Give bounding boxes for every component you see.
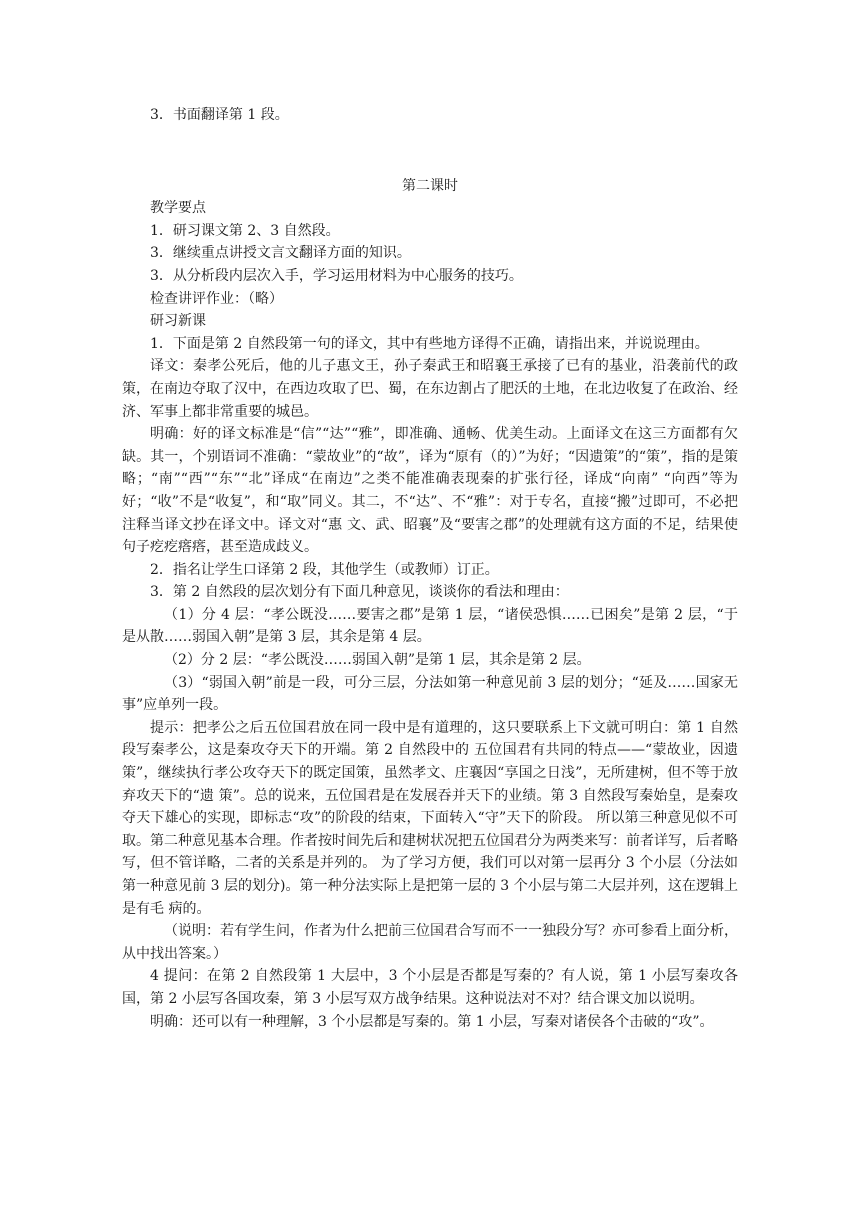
opinion-1: （1）分 4 层：“孝公既没……要害之郡”是第 1 层，“诸侯恐惧……已困矣”是第 2 层，“于是从散……弱国入朝”是第 3 层，其余是第 4 层。 [122, 606, 738, 646]
question-2: 2．指名让学生口译第 2 段，其他学生（或教师）订正。 [150, 561, 499, 578]
answer-1: 明确：好的译文标准是“信”“达”“雅”，即准确、通畅、优美生动。上面译文在这三方面都有欠缺。其一，个别语词不准确：“蒙故业”的“故”，译为“原有（的）”为好；“因遗策”的“策”，指的是策略；“南”“西”“东”“北”译成“在南边”之类不能准确表现秦的扩张行径，译成“向南” “向西”等为好；“收”不是“收复”，和“取”同义。其二，不“达”、不“雅”：对于专名，直接“搬”过即可，不必把注释当译文抄在译文中。译文对“惠 文、武、昭襄”及“要害之郡”的处理就有这方面的不足，结果使句子疙疙瘩瘩，甚至造成歧义。 [122, 426, 738, 556]
new-lesson-heading: 研习新课 [150, 313, 206, 330]
teaching-point: 3．继续重点讲授文言文翻译方面的知识。 [150, 245, 411, 262]
homework-item-3: 3．书面翻译第 1 段。 [150, 107, 289, 123]
teaching-points-heading: 教学要点 [150, 200, 206, 217]
question-1: 1．下面是第 2 自然段第一句的译文，其中有些地方译得不正确，请指出来，并说说理由。 [150, 335, 709, 352]
section-gap [122, 127, 738, 175]
note-paragraph: （说明：若有学生问，作者为什么把前三位国君合写而不一一独段分写？亦可参看上面分析，从中找出答案。） [122, 923, 738, 962]
question-4: 4 提问：在第 2 自然段第 1 大层中，3 个小层是否都是写秦的？有人说，第 1 小层写秦攻各国，第 2 小层写各国攻秦，第 3 小层写双方战争结果。这种说法对不对？结合课文加以说明。 [122, 968, 738, 1007]
teaching-point: 3．从分析段内层次入手，学习运用材料为中心服务的技巧。 [150, 267, 523, 284]
opinion-2: （2）分 2 层：“孝公既没……弱国入朝”是第 1 层，其余是第 2 层。 [164, 652, 591, 669]
question-3: 3．第 2 自然段的层次划分有下面几种意见，谈谈你的看法和理由： [150, 584, 569, 601]
teaching-point: 1．研习课文第 2、3 自然段。 [150, 222, 340, 239]
answer-4: 明确：还可以有一种理解，3 个小层都是写秦的。第 1 小层，写秦对诸侯各个击破的“攻”。 [150, 1013, 714, 1030]
check-homework: 检查讲评作业：（略） [150, 290, 283, 307]
hint-paragraph: 提示：把孝公之后五位国君放在同一段中是有道理的，这只要联系上下文就可明白：第 1 自然段写秦孝公，这是秦攻夺天下的开端。第 2 自然段中的 五位国君有共同的特点——“蒙故业，因遗策”，继续执行孝公攻夺天下的既定国策，虽然孝文、庄襄因“享国之日浅”，无所建树，但不等于放弃攻天下的“遗 策”。总的说来，五位国君是在发展吞并天下的业绩。第 3 自然段写秦始皇，是秦攻夺天下雄心的实现，即标志“攻”的阶段的结束，下面转入“守”天下的阶段。 所以第三种意见似不可取。第二种意见基本合理。作者按时间先后和建树状况把五位国君分为两类来写：前者详写，后者略写，但不管详略，二者的关系是并列的。 为了学习方便，我们可以对第一层再分 3 个小层（分法如第一种意见前 3 层的划分)。第一种分法实际上是把第一层的 3 个小层与第二大层并列，这在逻辑上是有毛 病的。 [122, 719, 738, 917]
lesson-title: 第二课时 [402, 177, 458, 194]
translation-paragraph: 译文：秦孝公死后，他的儿子惠文王，孙子秦武王和昭襄王承接了已有的基业，沿袭前代的政策，在南边夺取了汉中，在西边攻取了巴、蜀，在东边割占了肥沃的土地，在北边收复了在政治、经济、军事上都非常重要的城邑。 [122, 358, 738, 420]
opinion-3: （3）“弱国入朝”前是一段，可分三层，分法如第一种意见前 3 层的划分；“延及……国家无事”应单列一段。 [122, 674, 738, 714]
document-body [122, 104, 738, 1033]
